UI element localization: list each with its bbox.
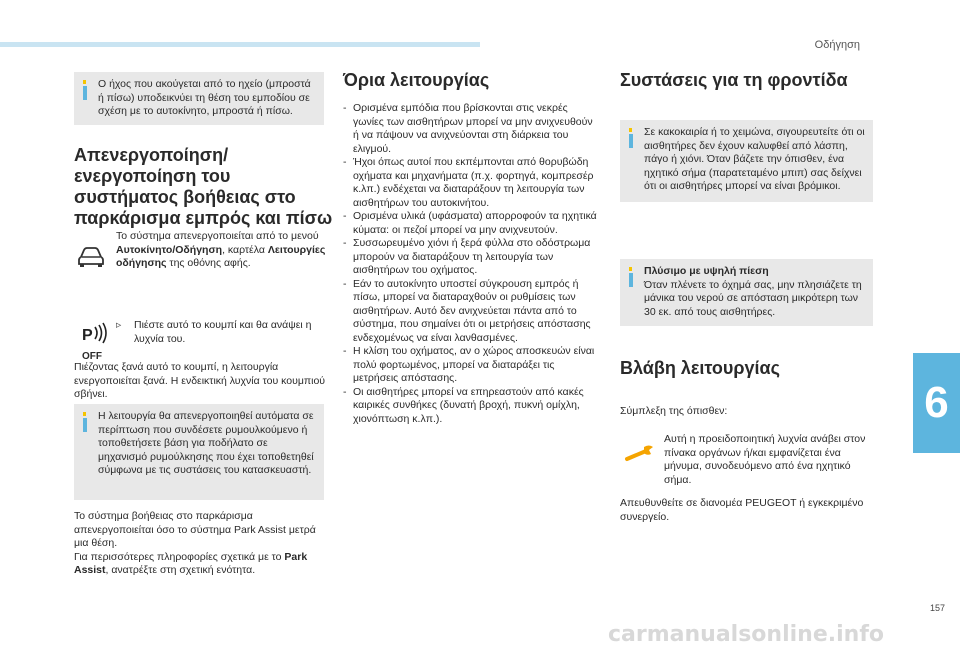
info-note [74, 72, 324, 125]
info-note-icon [83, 412, 89, 434]
list-item: - Συσσωρευμένο χιόνι ή ξερά φύλλα στο οδόστρωμα μπορούν να διαταράξουν τη λειτουργία των αισθητήρων του οχήματος. [343, 237, 601, 278]
menu-name: Αυτοκίνητο/Οδήγηση [116, 243, 223, 256]
care-heading: Συστάσεις για τη φροντίδα [620, 70, 848, 90]
list-item: - Οι αισθητήρες μπορεί να επηρεαστούν από κακές καιρικές συνθήκες (δυνατή βροχή, πυκνή ομίχλη, χιονόπτωση κ.λπ.). [343, 386, 601, 427]
note-text: Σε κακοκαιρία ή το χειμώνα, σιγουρευτείτε ότι οι αισθητήρες δεν έχουν καλυφθεί από λάσπη, πάγο ή χιόνι. Όταν βάζετε την όπισθεν, ένα ηχητικό σήμα (παρατεταμένο μπιπ) σας δείχνει ότι οι αισθητήρες μπορεί να είναι βρόμικοι. [644, 126, 865, 192]
park-assist-text [74, 510, 324, 578]
reactivation-text: Πιέζοντας ξανά αυτό το κουμπί, η λειτουργία ενεργοποιείται ξανά. Η ενδεικτική λυχνία του κουμπιού σβήνει. [74, 361, 326, 400]
touchscreen-instructions [116, 230, 326, 271]
section-title: Οδήγηση [814, 39, 860, 51]
chapter-tab [913, 353, 960, 453]
text-part: της οθόνης αφής. [166, 257, 251, 269]
list-item: - Η κλίση του οχήματος, αν ο χώρος αποσκευών είναι πολύ φορτωμένος, μπορεί να διαταράξει τις μετρήσεις απόστασης. [343, 345, 601, 386]
header-bar [0, 42, 480, 47]
auto-disable-note [74, 404, 324, 500]
section-heading: Απενεργοποίηση/ενεργοποίηση του συστήματος βοήθειας στο παρκάρισμα εμπρός και πίσω [74, 145, 333, 228]
malfunction-heading: Βλάβη λειτουργίας [620, 358, 780, 378]
info-note-icon [629, 267, 635, 289]
chapter-number: 6 [924, 378, 949, 427]
note-title: Πλύσιμο με υψηλή πίεση [644, 265, 769, 277]
text-part: , καρτέλα [222, 243, 268, 256]
list-item: - Ορισμένα εμπόδια που βρίσκονται στις νεκρές γωνίες των αισθητήρων μπορεί να μην ανιχνευθούν ή να πάψουν να ανιχνεύονται στη διάρκεια του ελιγμού. [343, 102, 601, 156]
info-note-icon [83, 80, 89, 102]
watermark: carmanualsonline.info [608, 622, 884, 647]
contact-dealer-text: Απευθυνθείτε σε διανομέα PEUGEOT ή εγκεκριμένο συνεργείο. [620, 497, 864, 523]
info-note-icon [629, 128, 635, 150]
park-assist-p2 [74, 551, 324, 578]
page-number: 157 [930, 603, 946, 613]
off-label: OFF [82, 351, 102, 362]
list-item: - Ορισμένα υλικά (υφάσματα) απορροφούν τα ηχητικά κύματα: οι πεζοί μπορεί να μην ανιχνευτούν. [343, 210, 601, 237]
text-part: Για περισσότερες πληροφορίες σχετικά με το [74, 550, 285, 563]
note-text: Όταν πλένετε το όχημά σας, μην πλησιάζετε τη μάνικα του νερού σε απόσταση μικρότερη των 30 εκ. από τους αισθητήρες. [644, 278, 862, 318]
park-assist-ref: Park Assist [74, 550, 308, 576]
text-part: Το σύστημα απενεργοποιείται από το μενού [116, 230, 319, 242]
park-assist-p1: Το σύστημα βοήθειας στο παρκάρισμα απενεργοποιείται όσο το σύστημα Park Assist μετρά μια θέση. [74, 510, 316, 549]
note-text: Ο ήχος που ακούγεται από το ηχείο (μπροστά ή πίσω) υποδεικνύει τη θέση του εμποδίου σε σχέση με το αυτοκίνητο, μπροστά ή πίσω. [98, 78, 311, 117]
tab-name: Λειτουργίες οδήγησης [116, 243, 326, 269]
care-note [620, 120, 873, 202]
reverse-gear-text: Σύμπλεξη της όπισθεν: [620, 405, 728, 417]
svg-text:P: P [82, 327, 93, 344]
text-part: , ανατρέξτε στη σχετική ενότητα. [105, 564, 256, 576]
list-item: - Ήχοι όπως αυτοί που εκπέμπονται από θορυβώδη οχήματα και μηχανήματα (π.χ. φορτηγά, κομπρεσέρ κ.λπ.) ενδέχεται να διαταράξουν τη λειτουργία των αισθητήρων του αυτοκινήτου. [343, 156, 601, 210]
pressure-wash-note [620, 259, 873, 326]
warning-lamp-text: Αυτή η προειδοποιητική λυχνία ανάβει στον πίνακα οργάνων ή/και εμφανίζεται ένα μήνυμα, συνοδευόμενο από ένα ηχητικό σήμα. [664, 433, 866, 486]
car-settings-icon [76, 242, 106, 270]
note-text: Η λειτουργία θα απενεργοποιηθεί αυτόματα σε περίπτωση που συνδέσετε ρυμουλκούμενο ή τοποθετήσετε βάση για ποδήλατο σε μηχανισμό ρυμούλκησης που έχει τοποθετηθεί σύμφωνα με τις συστάσεις του κατασκευαστή. [98, 410, 314, 476]
wrench-warning-icon [624, 442, 656, 464]
limits-heading: Όρια λειτουργίας [343, 70, 490, 90]
limits-list [343, 102, 601, 426]
bullet-arrow: ▹ [116, 319, 122, 331]
park-sensor-off-icon [80, 322, 110, 362]
button-instructions: Πιέστε αυτό το κουμπί και θα ανάψει η λυχνία του. [134, 319, 312, 345]
list-item: - Εάν το αυτοκίνητο υποστεί σύγκρουση εμπρός ή πίσω, μπορεί να διαταραχθούν οι ρυθμίσεις των αισθητήρων. Αυτό δεν ανιχνεύεται πάντα από το σύστημα, που σημαίνει ότι οι μετρήσεις απόστασης ενδεχομένως να είναι λανθασμένες. [343, 278, 601, 346]
